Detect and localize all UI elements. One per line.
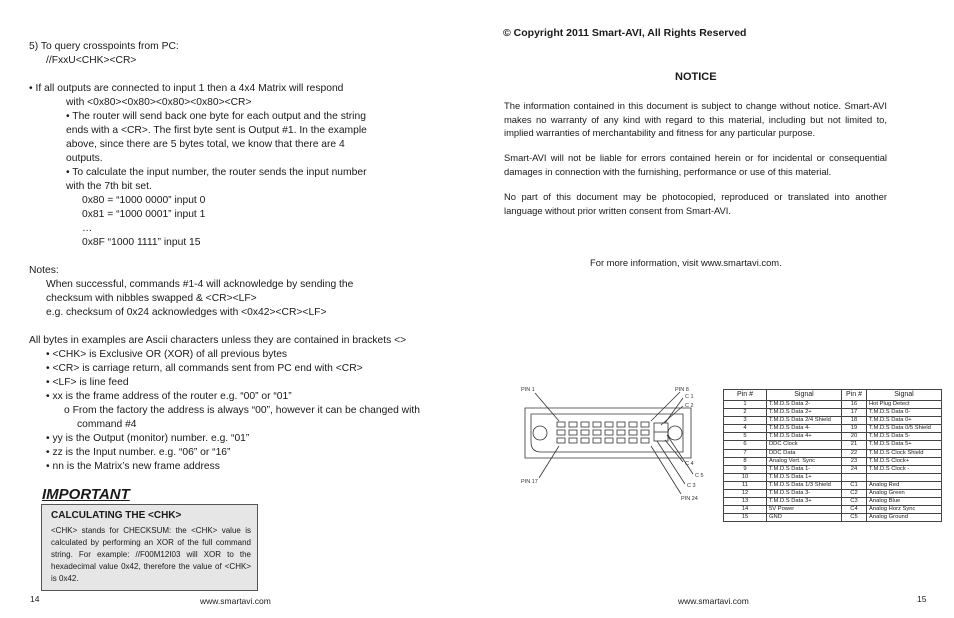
signal-cell: GND — [767, 514, 842, 522]
calc-line-2: with the 7th bit set. — [66, 181, 152, 192]
bullet-chk: • <CHK> is Exclusive OR (XOR) of all previous bytes — [46, 349, 288, 360]
dvi-pin — [593, 430, 601, 435]
label-pin8: PIN 8 — [675, 387, 689, 393]
table-header-row — [724, 390, 942, 401]
table-row — [724, 473, 942, 481]
dvi-pin — [557, 438, 565, 443]
leader-c4 — [665, 440, 683, 462]
example-line-3: … — [82, 223, 93, 234]
pin-number-cell: 16 — [842, 401, 867, 409]
header-pin-1: Pin # — [724, 390, 767, 401]
bullet-yy: • yy is the Output (monitor) number. e.g. “01” — [46, 433, 250, 444]
chk-info-box — [41, 504, 258, 591]
dvi-pin — [605, 430, 613, 435]
bullet-lf: • <LF> is line feed — [46, 377, 129, 388]
signal-cell: Analog Horz Sync — [867, 506, 942, 514]
notice-paragraph-3: No part of this document may be photocopied, reproduced or translated into another language without prior written consent from Smart-AVI. — [504, 191, 887, 216]
signal-cell: T.M.D.S Data 1/3 Shield — [767, 481, 842, 489]
bullet-all-outputs: • If all outputs are connected to input 1 then a 4x4 Matrix will respond — [29, 83, 344, 94]
notice-paragraph-1: The information contained in this document is subject to change without notice. Smart-AVI makes no warranty of any kind with regard to this material, including but not limited to, implied warranties of merchantability and fitness for any particular purpose. — [504, 100, 887, 138]
pin-number-cell: 24 — [842, 465, 867, 473]
dvi-pin — [629, 438, 637, 443]
notice-paragraph-2: Smart-AVI will not be liable for errors contained herein or for incidental or consequential damages in connection with the furnishing, performance or use of this material. — [504, 152, 887, 177]
pin-number-cell: 3 — [724, 417, 767, 425]
table-row — [724, 490, 942, 498]
pin-number-cell: 23 — [842, 457, 867, 465]
pin-number-cell: 14 — [724, 506, 767, 514]
dvi-pin — [617, 438, 625, 443]
dvi-pin — [605, 422, 613, 427]
footer-url-right: www.smartavi.com — [678, 596, 749, 606]
table-row — [724, 449, 942, 457]
table-row — [724, 433, 942, 441]
pin-number-cell: 8 — [724, 457, 767, 465]
leader-pin1 — [535, 393, 559, 421]
label-c1: C 1 — [685, 394, 694, 400]
pin-number-cell: 15 — [724, 514, 767, 522]
signal-cell: Analog Ground — [867, 514, 942, 522]
signal-cell: T.M.D.S Data 5+ — [867, 441, 942, 449]
pin-number-cell: 13 — [724, 498, 767, 506]
table-row — [724, 465, 942, 473]
ascii-intro: All bytes in examples are Ascii characters unless they are contained in brackets <> — [29, 335, 407, 346]
signal-cell: T.M.D.S Data 2/4 Shield — [767, 417, 842, 425]
label-pin17: PIN 17 — [521, 479, 538, 485]
page-number-left: 14 — [30, 594, 40, 604]
signal-cell: T.M.D.S Data 1+ — [767, 473, 842, 481]
signal-cell: T.M.D.S Data 3+ — [767, 498, 842, 506]
bullet-zz: • zz is the Input number. e.g. “06” or “16” — [46, 447, 231, 458]
dvi-pin — [629, 430, 637, 435]
footer-url-left: www.smartavi.com — [200, 596, 271, 606]
notes-line-3: e.g. checksum of 0x24 acknowledges with <0x42><CR><LF> — [46, 307, 327, 318]
right-mounting-hole — [668, 426, 682, 440]
more-info-text: For more information, visit www.smartavi.com. — [590, 257, 782, 268]
pin-number-cell: 6 — [724, 441, 767, 449]
bullet-cr: • <CR> is carriage return, all commands sent from PC end with <CR> — [46, 363, 363, 374]
pin-number-cell: 2 — [724, 409, 767, 417]
pin-number-cell: 4 — [724, 425, 767, 433]
pin-number-cell: 7 — [724, 449, 767, 457]
pin-number-cell: 17 — [842, 409, 867, 417]
signal-cell — [867, 473, 942, 481]
header-signal-2: Signal — [867, 390, 942, 401]
signal-cell: T.M.D.S Clock+ — [867, 457, 942, 465]
pin-grid — [557, 422, 649, 443]
left-mounting-hole — [533, 426, 547, 440]
example-line-2: 0x81 = “1000 0001” input 1 — [82, 209, 206, 220]
notes-line-1: When successful, commands #1-4 will acknowledge by sending the — [46, 279, 354, 290]
pin-number-cell: 1 — [724, 401, 767, 409]
dvi-pin — [557, 430, 565, 435]
sub-bullet-address-cont: command #4 — [77, 419, 137, 430]
example-line-4: 0x8F “1000 1111” input 15 — [82, 237, 201, 248]
query-command: //FxxU<CHK><CR> — [46, 55, 137, 66]
calc-line-1: • To calculate the input number, the router sends the input number — [66, 167, 367, 178]
table-row — [724, 409, 942, 417]
bullet-all-outputs-cont: with <0x80><0x80><0x80><0x80><CR> — [66, 97, 252, 108]
pin-number-cell: 21 — [842, 441, 867, 449]
pin-number-cell: 5 — [724, 433, 767, 441]
label-c4: C 4 — [685, 461, 694, 467]
sub-bullet-address: o From the factory the address is always “00”, however it can be changed with — [64, 405, 420, 416]
signal-cell: Analog Green — [867, 490, 942, 498]
signal-cell: Hot Plug Detect — [867, 401, 942, 409]
dvi-pin — [581, 438, 589, 443]
label-c3: C 3 — [687, 483, 696, 489]
leader-pin24 — [651, 446, 681, 494]
signal-cell: T.M.D.S Data 4+ — [767, 433, 842, 441]
pin-number-cell: C3 — [842, 498, 867, 506]
label-pin1: PIN 1 — [521, 387, 535, 393]
notes-line-2: checksum with nibbles swapped & <CR><LF> — [46, 293, 257, 304]
dvi-pin — [569, 430, 577, 435]
dvi-pin — [581, 422, 589, 427]
label-c5: C 5 — [695, 473, 704, 479]
pin-number-cell: 18 — [842, 417, 867, 425]
pin-assignment-table — [723, 389, 942, 522]
pin-number-cell — [842, 473, 867, 481]
connector-shell — [525, 408, 691, 458]
dvi-pin — [641, 422, 649, 427]
signal-cell: T.M.D.S Data 0/5 Shield — [867, 425, 942, 433]
bullet-xx: • xx is the frame address of the router e.g. “00” or “01” — [46, 391, 292, 402]
signal-cell: T.M.D.S Data 4- — [767, 425, 842, 433]
dvi-pin — [617, 430, 625, 435]
dvi-pin — [605, 438, 613, 443]
pin-number-cell: 22 — [842, 449, 867, 457]
table-row — [724, 441, 942, 449]
pin-number-cell: C2 — [842, 490, 867, 498]
pin-number-cell: C4 — [842, 506, 867, 514]
query-heading: 5) To query crosspoints from PC: — [29, 41, 179, 52]
label-c2: C 2 — [685, 403, 694, 409]
signal-cell: Analog Blue — [867, 498, 942, 506]
signal-cell: Analog Red — [867, 481, 942, 489]
router-line-3: above, since there are 5 bytes total, we know that there are 4 — [66, 139, 345, 150]
table-row — [724, 401, 942, 409]
dvi-pin — [569, 438, 577, 443]
table-row — [724, 417, 942, 425]
signal-cell: T.M.D.S Data 5- — [867, 433, 942, 441]
signal-cell: T.M.D.S Data 1- — [767, 465, 842, 473]
dvi-pin — [557, 422, 565, 427]
example-line-1: 0x80 = “1000 0000” input 0 — [82, 195, 206, 206]
table-row — [724, 481, 942, 489]
signal-cell: T.M.D.S Data 2+ — [767, 409, 842, 417]
page-number-right: 15 — [917, 594, 927, 604]
table-row — [724, 506, 942, 514]
signal-cell: Analog Vert. Sync — [767, 457, 842, 465]
dvi-pin — [641, 438, 649, 443]
dvi-pin — [629, 422, 637, 427]
dvi-pin — [593, 438, 601, 443]
router-line-1: • The router will send back one byte for each output and the string — [66, 111, 366, 122]
pin-number-cell: 9 — [724, 465, 767, 473]
signal-cell: 5V Power — [767, 506, 842, 514]
dvi-pin — [617, 422, 625, 427]
pin-number-cell: 11 — [724, 481, 767, 489]
signal-cell: T.M.D.S Data 3- — [767, 490, 842, 498]
pin-number-cell: 12 — [724, 490, 767, 498]
signal-cell: T.M.D.S Clock Shield — [867, 449, 942, 457]
copyright-notice: © Copyright 2011 Smart-AVI, All Rights Reserved — [503, 27, 747, 39]
dvi-pin — [593, 422, 601, 427]
header-signal-1: Signal — [767, 390, 842, 401]
pin-number-cell: 20 — [842, 433, 867, 441]
table-row — [724, 514, 942, 522]
leader-c2 — [661, 406, 683, 425]
chk-box-text: <CHK> stands for CHECKSUM: the <CHK> value is calculated by performing an XOR of the full command string. For example: //F00M12I03 will XOR to the hexadecimal value 0x42, therefore the value of <CHK> is 0x42. — [51, 526, 251, 583]
signal-cell: T.M.D.S Data 0+ — [867, 417, 942, 425]
signal-cell: DDC Clock — [767, 441, 842, 449]
dvi-pin — [569, 422, 577, 427]
signal-cell: DDC Data — [767, 449, 842, 457]
signal-cell: T.M.D.S Clock - — [867, 465, 942, 473]
dvi-pin — [581, 430, 589, 435]
leader-pin8 — [651, 392, 680, 421]
dvi-pin — [641, 430, 649, 435]
table-row — [724, 498, 942, 506]
table-row — [724, 457, 942, 465]
leader-pin17 — [539, 446, 559, 478]
pin-number-cell: C1 — [842, 481, 867, 489]
signal-cell: T.M.D.S Data 2- — [767, 401, 842, 409]
leader-c5 — [667, 435, 693, 474]
router-line-2: ends with a <CR>. The first byte sent is Output #1. In the example — [66, 125, 367, 136]
router-line-4: outputs. — [66, 153, 103, 164]
table-row — [724, 425, 942, 433]
pin-number-cell: 19 — [842, 425, 867, 433]
pin-number-cell: C5 — [842, 514, 867, 522]
pin-number-cell: 10 — [724, 473, 767, 481]
bullet-nn: • nn is the Matrix’s new frame address — [46, 461, 220, 472]
header-pin-2: Pin # — [842, 390, 867, 401]
label-pin24: PIN 24 — [681, 496, 698, 502]
chk-box-title: CALCULATING THE <CHK> — [51, 510, 182, 521]
notice-heading: NOTICE — [675, 71, 717, 83]
notes-heading: Notes: — [29, 265, 59, 276]
signal-cell: T.M.D.S Data 0- — [867, 409, 942, 417]
important-heading: IMPORTANT — [42, 486, 130, 503]
dvi-connector-diagram — [515, 380, 715, 505]
